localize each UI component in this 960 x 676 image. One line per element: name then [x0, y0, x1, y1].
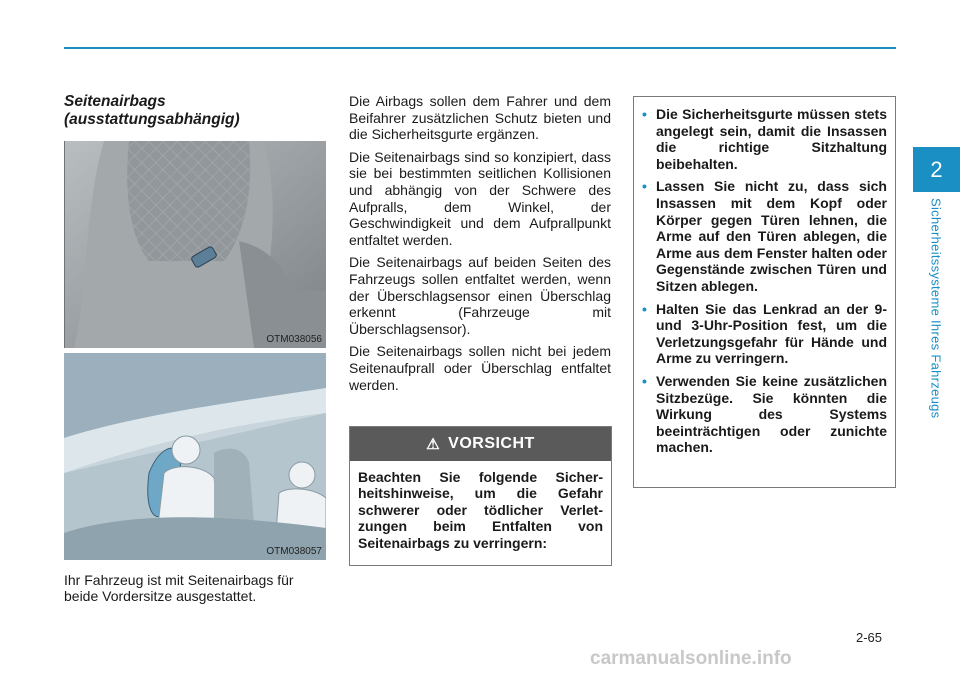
safety-bullets-box: [633, 96, 896, 488]
interior-illustration: [64, 353, 326, 560]
chapter-number-tab: [913, 147, 960, 192]
seat-airbag-image: [64, 141, 326, 348]
bullet-item: [642, 373, 887, 456]
section-heading-line2: (ausstattungsabhängig): [64, 111, 240, 128]
page-number: 2-65: [856, 630, 883, 645]
warning-text: Beachten Sie folgende Sicher-heitshinweise, um die Gefahr schwerer oder tödlicher Verlet-zungen beim Entfalten von Seitenairbags zu verringern:: [358, 469, 603, 551]
bullet-item: [642, 301, 887, 367]
intro-text: Ihr Fahrzeug ist mit Seitenairbags für beide Vordersitze ausgestattet.: [64, 572, 294, 604]
bullet-text: Die Sicherheitsgurte müssen stets angelegt sein, damit die Insassen die richtige Sitzhaltung beibehalten.: [656, 106, 887, 172]
bullet-item: [642, 178, 887, 294]
bullet-text: Halten Sie das Lenkrad an der 9- und 3-Uhr-Position fest, um die Verletzungsgefahr für Hände und Arme zu verringern.: [656, 300, 887, 367]
bullet-dot-icon: •: [642, 300, 647, 317]
warning-title: VORSICHT: [448, 435, 535, 452]
section-heading-line1: Seitenairbags: [64, 93, 166, 110]
chapter-number: 2: [930, 156, 943, 182]
bullet-text: Lassen Sie nicht zu, dass sich Insassen mit dem Kopf oder Körper gegen Türen lehnen, die Arme auf den Türen ablegen, die Arme aus dem Fenster halten oder Gegenstände zwischen Türen und Sitzen ablegen.: [656, 178, 887, 294]
deployed-airbag-image: [64, 353, 326, 560]
bullet-dot-icon: •: [642, 372, 647, 389]
watermark: carmanualsonline.info: [590, 648, 792, 669]
warning-box: [349, 426, 612, 566]
bullet-list: [634, 97, 895, 456]
image-caption-2: OTM038057: [266, 546, 322, 557]
bullet-dot-icon: •: [642, 178, 647, 195]
warning-header: [350, 427, 611, 461]
paragraph: Die Airbags sollen dem Fahrer und dem Beifahrer zusätzlichen Schutz bieten und die Sicherheitsgurte ergänzen.: [349, 93, 611, 143]
top-rule: [64, 47, 896, 49]
bullet-text: Verwenden Sie keine zusätzlichen Sitzbezüge. Sie könnten die Wirkung des Systems beeinträchtigen oder zunichte machen.: [656, 372, 887, 456]
middle-column: [349, 93, 611, 399]
section-heading: [64, 93, 324, 129]
seat-illustration: [64, 141, 326, 348]
paragraph: Die Seitenairbags auf beiden Seiten des Fahrzeugs sollen entfaltet werden, wenn der Überschlagsensor einen Überschlag erkennt (Fahrzeuge mit Überschlagsensor).: [349, 254, 611, 337]
paragraph: Die Seitenairbags sollen nicht bei jedem Seitenaufprall oder Überschlag entfaltet werden.: [349, 343, 611, 393]
warning-triangle-icon: ⚠: [426, 436, 441, 453]
paragraph: Die Seitenairbags sind so konzipiert, dass sie bei bestimmten seitlichen Kollisionen und abhängig von der Schwere des Aufpralls, dem Winkel, der Geschwindigkeit und dem Aufprallpunkt entfaltet werden.: [349, 148, 611, 248]
bullet-item: [642, 106, 887, 172]
chapter-title: Sicherheitssysteme Ihres Fahrzeugs: [928, 198, 944, 419]
image-caption-1: OTM038056: [266, 334, 322, 345]
bullet-dot-icon: •: [642, 106, 647, 122]
